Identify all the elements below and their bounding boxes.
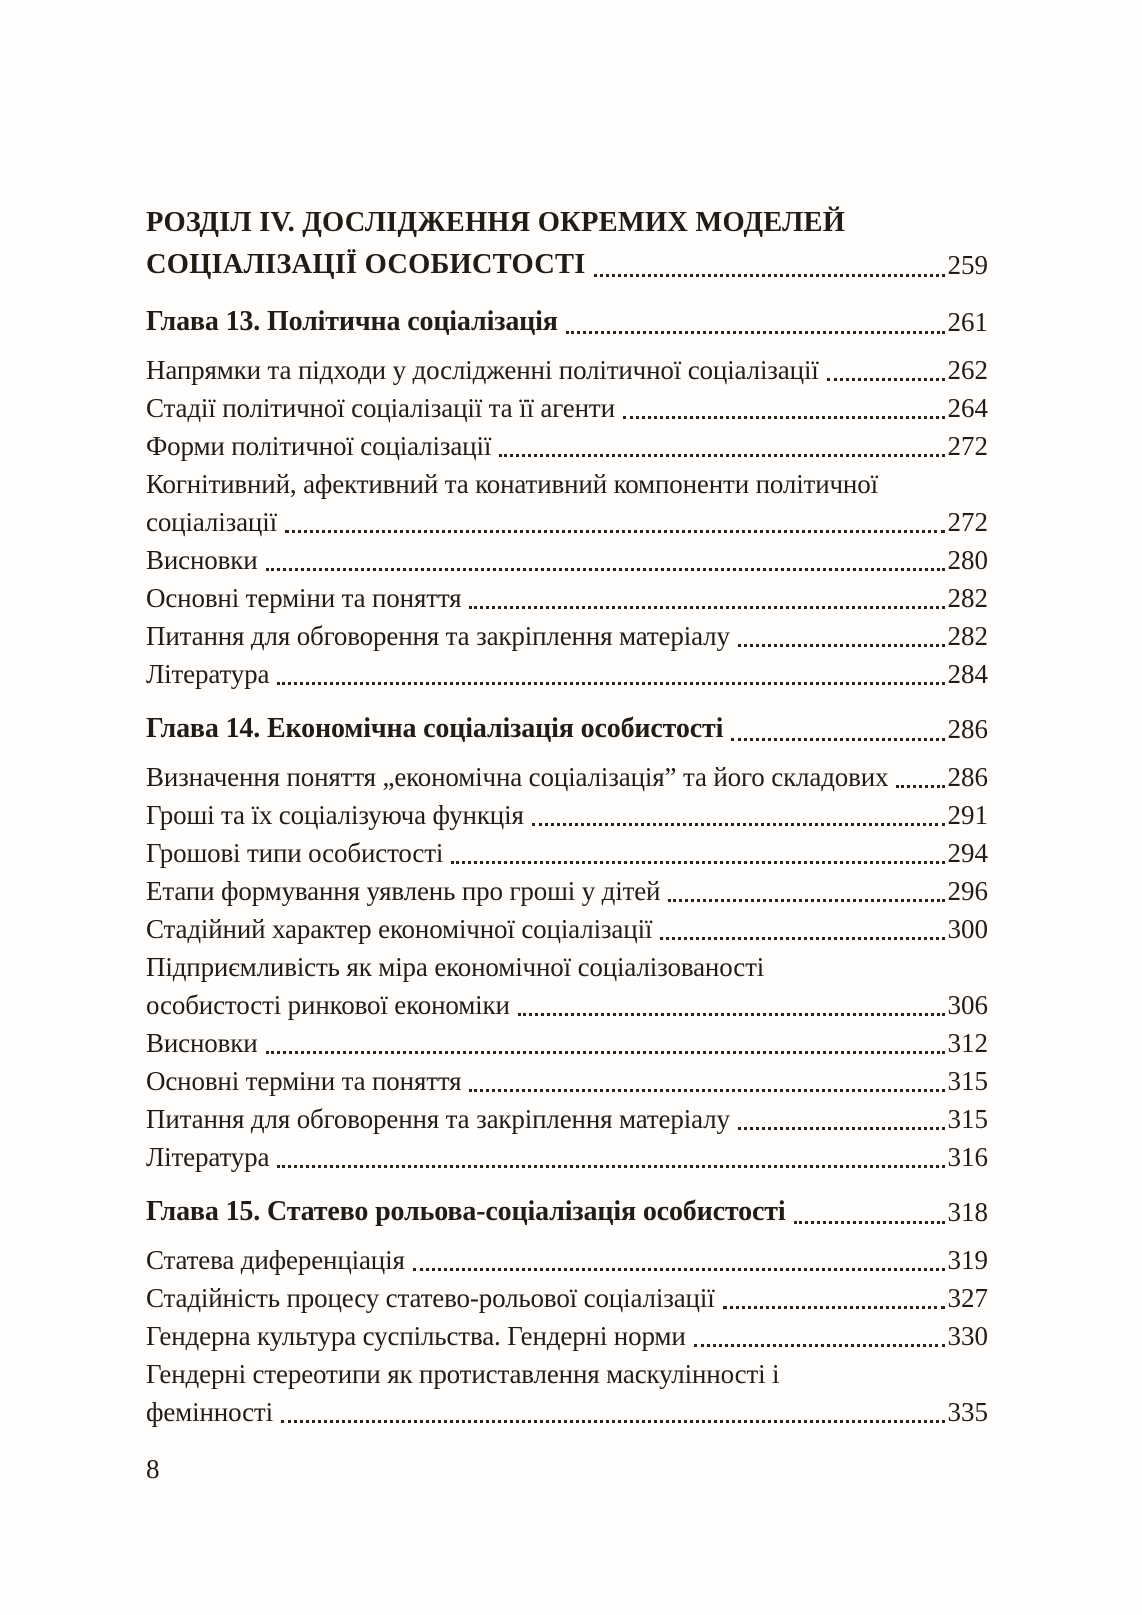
dot-leader	[518, 1013, 945, 1016]
toc-entry-title: особистості ринкової економіки	[146, 990, 510, 1020]
toc-entry-page: 312	[947, 1028, 988, 1058]
toc-entry-title: Напрямки та підходи у дослідженні політичної соціалізації	[146, 355, 819, 385]
dot-leader	[566, 331, 945, 334]
dot-leader	[623, 416, 945, 419]
toc-entry-page: 259	[947, 250, 988, 280]
toc-entry-title: Глава 15. Статево рольова-соціалізація особистості	[146, 1196, 786, 1227]
chapter-heading	[146, 302, 988, 342]
toc-entry-title: Стадійність процесу статево-рольової соціалізації	[146, 1283, 715, 1313]
toc-entry-title: Гроші та їх соціалізуюча функція	[146, 800, 524, 830]
chapter-heading	[146, 1192, 988, 1232]
toc-entry-page: 280	[947, 545, 988, 575]
toc-entry-page: 291	[947, 800, 988, 830]
dot-leader	[266, 568, 945, 571]
toc-entry-page: 327	[947, 1283, 988, 1313]
toc-entry	[146, 579, 988, 617]
toc-entry-title: Форми політичної соціалізації	[146, 431, 492, 461]
section-heading-line	[146, 244, 988, 286]
toc-entry-title: Питання для обговорення та закріплення матеріалу	[146, 1104, 730, 1134]
toc-entry-page: 316	[947, 1142, 988, 1172]
toc-entry	[146, 1317, 988, 1355]
toc-entry-page: 282	[947, 583, 988, 613]
toc-entry-title: Когнітивний, афективний та конативний компоненти політичної	[146, 469, 878, 499]
dot-leader	[413, 1268, 945, 1271]
toc-entry	[146, 351, 988, 389]
section-heading-line	[146, 202, 988, 244]
dot-leader	[499, 454, 944, 457]
toc-entry	[146, 986, 988, 1024]
toc-entry	[146, 1138, 988, 1176]
dot-leader	[723, 1306, 945, 1309]
toc-entry	[146, 758, 988, 796]
toc-entry-title: Основні терміни та поняття	[146, 583, 462, 613]
dot-leader	[277, 682, 944, 685]
toc-entry	[146, 1024, 988, 1062]
toc-entry-title: Питання для обговорення та закріплення матеріалу	[146, 621, 730, 651]
dot-leader	[277, 1165, 944, 1168]
toc-entry-page: 315	[947, 1104, 988, 1134]
toc-entry-title: соціалізації	[146, 507, 277, 537]
toc-entry-page: 300	[947, 914, 988, 944]
dot-leader	[281, 1420, 945, 1423]
toc-entry-page: 294	[947, 838, 988, 868]
toc-entry-page: 319	[947, 1245, 988, 1275]
toc-entry-page: 318	[947, 1197, 988, 1227]
dot-leader	[469, 606, 944, 609]
dot-leader	[285, 530, 945, 533]
dot-leader	[794, 1221, 945, 1224]
toc-entry	[146, 617, 988, 655]
toc-entry	[146, 1241, 988, 1279]
toc-entry-page: 286	[947, 762, 988, 792]
dot-leader	[451, 861, 944, 864]
toc-entry	[146, 1062, 988, 1100]
dot-leader	[896, 785, 944, 788]
dot-leader	[668, 899, 944, 902]
toc-entry	[146, 796, 988, 834]
toc-entry-title: Висновки	[146, 1028, 258, 1058]
toc-entry	[146, 1100, 988, 1138]
toc-entry-page: 262	[947, 355, 988, 385]
toc-entry-title: Глава 14. Економічна соціалізація особистості	[146, 713, 724, 744]
toc-entry	[146, 1355, 988, 1393]
toc-entry-page: 296	[947, 876, 988, 906]
dot-leader	[731, 738, 944, 741]
toc-entry-title: Стадії політичної соціалізації та її агенти	[146, 393, 615, 423]
dot-leader	[694, 1344, 945, 1347]
toc-entry-page: 284	[947, 659, 988, 689]
dot-leader	[266, 1051, 945, 1054]
toc-entry	[146, 948, 988, 986]
toc-entry-page: 272	[947, 431, 988, 461]
toc-entry	[146, 872, 988, 910]
dot-leader	[594, 274, 945, 277]
toc-entry-page: 330	[947, 1321, 988, 1351]
toc-entry-page: 286	[947, 714, 988, 744]
toc-entry-page: 282	[947, 621, 988, 651]
chapter-heading	[146, 709, 988, 749]
table-of-contents	[146, 202, 988, 1431]
page-number: 8	[146, 1454, 160, 1484]
toc-entry-title: Стадійний характер економічної соціалізації	[146, 914, 653, 944]
toc-entry-title: Етапи формування уявлень про гроші у дітей	[146, 876, 661, 906]
toc-entry-title: Грошові типи особистості	[146, 838, 444, 868]
dot-leader	[738, 644, 945, 647]
toc-entry-title: Підприємливість як міра економічної соціалізованості	[146, 952, 765, 982]
toc-entry	[146, 1279, 988, 1317]
toc-entry	[146, 910, 988, 948]
toc-entry-title: Основні терміни та поняття	[146, 1066, 462, 1096]
toc-entry-title: фемінності	[146, 1397, 273, 1427]
toc-entry	[146, 834, 988, 872]
toc-entry	[146, 541, 988, 579]
toc-entry-title: Статева диференціація	[146, 1245, 405, 1275]
toc-entry-title: Гендерна культура суспільства. Гендерні норми	[146, 1321, 686, 1351]
toc-entry-page: 315	[947, 1066, 988, 1096]
toc-entry-page: 261	[947, 307, 988, 337]
toc-entry	[146, 503, 988, 541]
toc-entry-page: 306	[947, 990, 988, 1020]
dot-leader	[660, 937, 944, 940]
toc-entry	[146, 427, 988, 465]
toc-entry-page: 264	[947, 393, 988, 423]
toc-entry-title: Висновки	[146, 545, 258, 575]
dot-leader	[532, 823, 945, 826]
dot-leader	[827, 378, 945, 381]
toc-entry	[146, 1393, 988, 1431]
toc-entry	[146, 389, 988, 427]
toc-entry	[146, 465, 988, 503]
toc-entry-title: РОЗДІЛ IV. ДОСЛІДЖЕННЯ ОКРЕМИХ МОДЕЛЕЙ	[146, 207, 846, 238]
toc-entry-page: 335	[947, 1397, 988, 1427]
dot-leader	[738, 1127, 945, 1130]
toc-entry-title: Література	[146, 1142, 270, 1172]
toc-entry-title: Глава 13. Політична соціалізація	[146, 306, 558, 337]
dot-leader	[469, 1089, 944, 1092]
toc-entry-title: Гендерні стереотипи як протиставлення маскулінності і	[146, 1359, 780, 1389]
toc-entry-title: Література	[146, 659, 270, 689]
toc-entry	[146, 655, 988, 693]
toc-entry-title: СОЦІАЛІЗАЦІЇ ОСОБИСТОСТІ	[146, 249, 586, 280]
toc-entry-title: Визначення поняття „економічна соціалізація” та його складових	[146, 762, 889, 792]
toc-entry-page: 272	[947, 507, 988, 537]
